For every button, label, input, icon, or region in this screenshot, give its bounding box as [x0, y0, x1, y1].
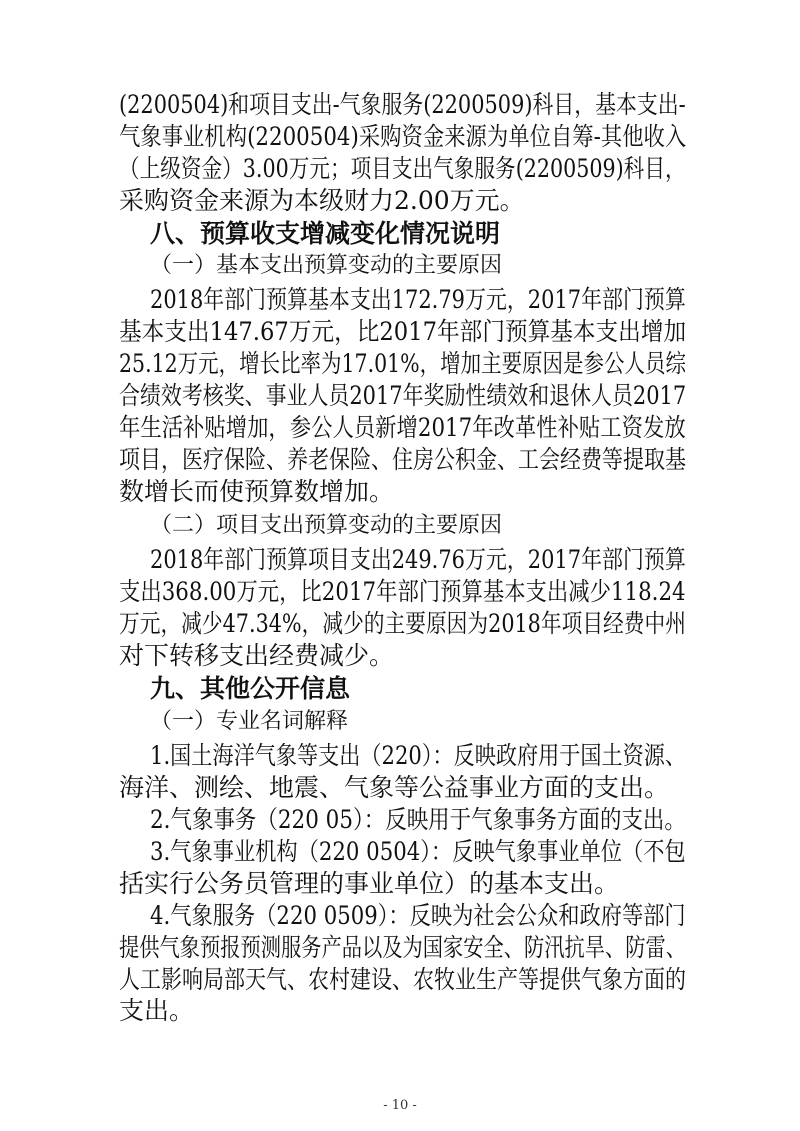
text-line: 25.12万元，增长比率为17.01%，增加主要原因是参公人员综: [119, 348, 686, 378]
text-line: 采购资金来源为本级财力2.00万元。: [119, 185, 525, 215]
text-line: 4.气象服务（220 0509）：反映为社会公众和政府等部门: [150, 900, 686, 930]
text-line: 2018年部门预算项目支出249.76万元，2017年部门预算: [150, 544, 686, 574]
text-line: 基本支出147.67万元，比2017年部门预算基本支出增加: [119, 316, 687, 346]
section-heading: 九、其他公开信息: [150, 674, 351, 704]
subsection-heading: （一）专业名词解释: [150, 709, 349, 735]
text-line: 气象事业机构(2200504)采购资金来源为单位自筹-其他收入: [119, 121, 687, 151]
subsection-heading: （一）基本支出预算变动的主要原因: [150, 253, 503, 279]
text-line: 支出368.00万元，比2017年部门预算基本支出减少118.24: [119, 576, 686, 606]
text-line: 2018年部门预算基本支出172.79万元，2017年部门预算: [150, 285, 686, 315]
text-line: 项目，医疗保险、养老保险、住房公积金、工会经费等提取基: [119, 444, 687, 474]
text-line: （上级资金）3.00万元；项目支出气象服务(2200509)科目，: [119, 153, 686, 183]
text-line: 提供气象预报预测服务产品以及为国家安全、防汛抗旱、防雷、: [119, 932, 687, 962]
text-line: 合绩效考核奖、事业人员2017年奖励性绩效和退休人员2017: [119, 380, 687, 410]
text-line: 海洋、测绘、地震、气象等公益事业方面的支出。: [119, 772, 670, 802]
subsection-heading: （二）项目支出预算变动的主要原因: [150, 513, 503, 539]
text-line: 1.国土海洋气象等支出（220）：反映政府用于国土资源、: [150, 740, 687, 770]
text-line: 万元，减少47.34%，减少的主要原因为2018年项目经费中州: [119, 608, 686, 638]
text-line: 年生活补贴增加，参公人员新增2017年改革性补贴工资发放: [119, 412, 686, 442]
text-line: 人工影响局部天气、农村建设、农牧业生产等提供气象方面的: [119, 964, 687, 994]
text-line: 支出。: [119, 996, 195, 1026]
text-line: 对下转移支出经费减少。: [119, 640, 395, 670]
section-heading: 八、预算收支增减变化情况说明: [150, 218, 501, 248]
text-line: 括实行公务员管理的事业单位）的基本支出。: [119, 868, 620, 898]
text-line: 数增长而使预算数增加。: [119, 476, 395, 506]
text-line: 2.气象事务（220 05）：反映用于气象事务方面的支出。: [150, 804, 686, 834]
text-line: 3.气象事业机构（220 0504）：反映气象事业单位（不包: [150, 836, 686, 866]
text-line: (2200504)和项目支出-气象服务(2200509)科目，基本支出-: [119, 89, 686, 119]
page-number: - 10 -: [383, 1098, 417, 1113]
